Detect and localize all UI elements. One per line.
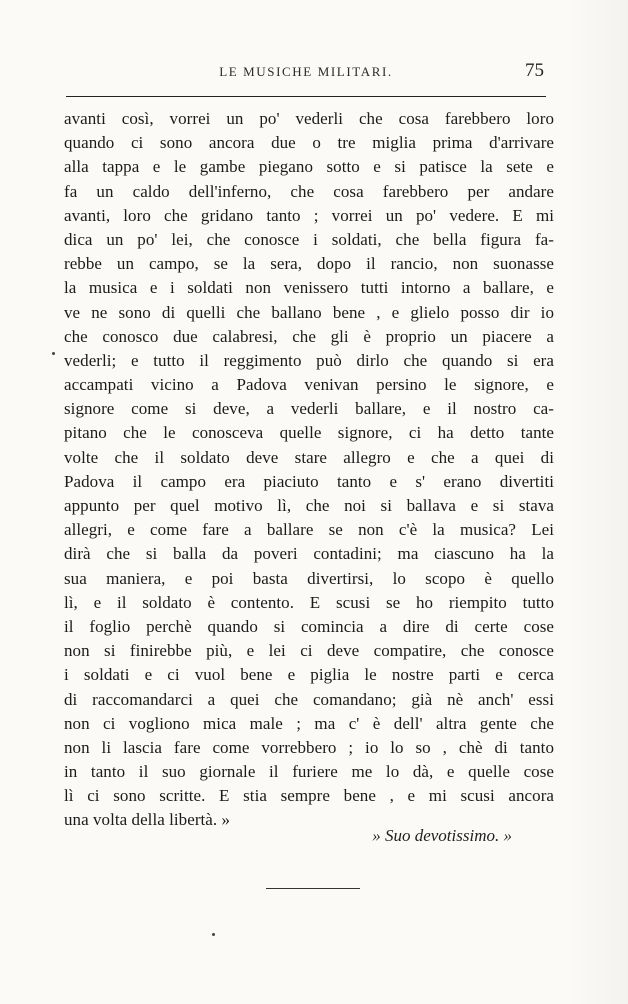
text-line: accampati vicino a Padova venivan persino le signore, e <box>64 375 554 395</box>
text-line: lì ci sono scritte. E stia sempre bene , e mi scusi ancora <box>64 786 554 806</box>
text-line: la musica e i soldati non venissero tutti intorno a ballare, e <box>64 278 554 298</box>
page-header <box>66 58 546 88</box>
text-line: ve ne sono di quelli che ballano bene , e glielo posso dir io <box>64 302 554 322</box>
text-line: il foglio perchè quando si comincia a dire di certe cose <box>64 616 554 636</box>
text-line: non si finirebbe più, e lei ci deve compatire, che conosce <box>64 641 554 661</box>
text-line: allegri, e come fare a ballare se non c'è la musica? Lei <box>64 520 554 540</box>
text-line: volte che il soldato deve stare allegro e che a quei di <box>64 447 554 467</box>
text-line: avanti, loro che gridano tanto ; vorrei un po' vedere. E mi <box>64 205 554 225</box>
text-line: di raccomandarci a quei che comandano; già nè anch' essi <box>64 689 554 709</box>
text-line: Padova il campo era piaciuto tanto e s' erano divertiti <box>64 471 554 491</box>
text-line-last: una volta della libertà. » <box>64 810 231 830</box>
paper-speck <box>212 933 215 936</box>
text-line: rebbe un campo, se la sera, dopo il rancio, non suonasse <box>64 254 554 274</box>
text-line: alla tappa e le gambe piegano sotto e si patisce la sete e <box>64 157 554 177</box>
text-line: vederli; e tutto il reggimento può dirlo che quando si era <box>64 350 554 370</box>
running-title: LE MUSICHE MILITARI. <box>219 64 393 79</box>
text-line: i soldati e ci vuol bene e piglia le nostre parti e cerca <box>64 665 554 685</box>
text-line: non ci vogliono mica male ; ma c' è dell' altra gente che <box>64 713 554 733</box>
text-line: quando ci sono ancora due o tre miglia prima d'arrivare <box>64 133 554 153</box>
text-line: non li lascia fare come vorrebbero ; io lo so , chè di tanto <box>64 737 554 757</box>
text-line: lì, e il soldato è contento. E scusi se ho riempito tutto <box>64 592 554 612</box>
text-line: in tanto il suo giornale il furiere me lo dà, e quelle cose <box>64 762 554 782</box>
text-line: fa un caldo dell'inferno, che cosa farebbero per andare <box>64 181 554 201</box>
text-line: dica un po' lei, che conosce i soldati, che bella figura fa- <box>64 229 554 249</box>
page-number: 75 <box>525 60 544 81</box>
signature-line: » Suo devotissimo. » <box>372 826 512 845</box>
paper-speck <box>52 352 55 355</box>
page-edge-shading <box>568 0 628 1004</box>
closing-rule <box>266 888 360 889</box>
body-text <box>64 107 554 833</box>
text-line: avanti così, vorrei un po' vederli che cosa farebbero loro <box>64 109 554 128</box>
header-rule <box>66 96 546 97</box>
text-line: che conosco due calabresi, che gli è proprio un piacere a <box>64 326 554 346</box>
text-line: appunto per quel motivo lì, che noi si ballava e si stava <box>64 496 554 515</box>
text-line: sua maniera, e poi basta divertirsi, lo scopo è quello <box>64 568 554 588</box>
text-line: dirà che si balla da poveri contadini; ma ciascuno ha la <box>64 544 554 564</box>
text-line: pitano che le conosceva quelle signore, ci ha detto tante <box>64 423 554 443</box>
text-line: signore come si deve, a vederli ballare, e il nostro ca- <box>64 399 554 419</box>
